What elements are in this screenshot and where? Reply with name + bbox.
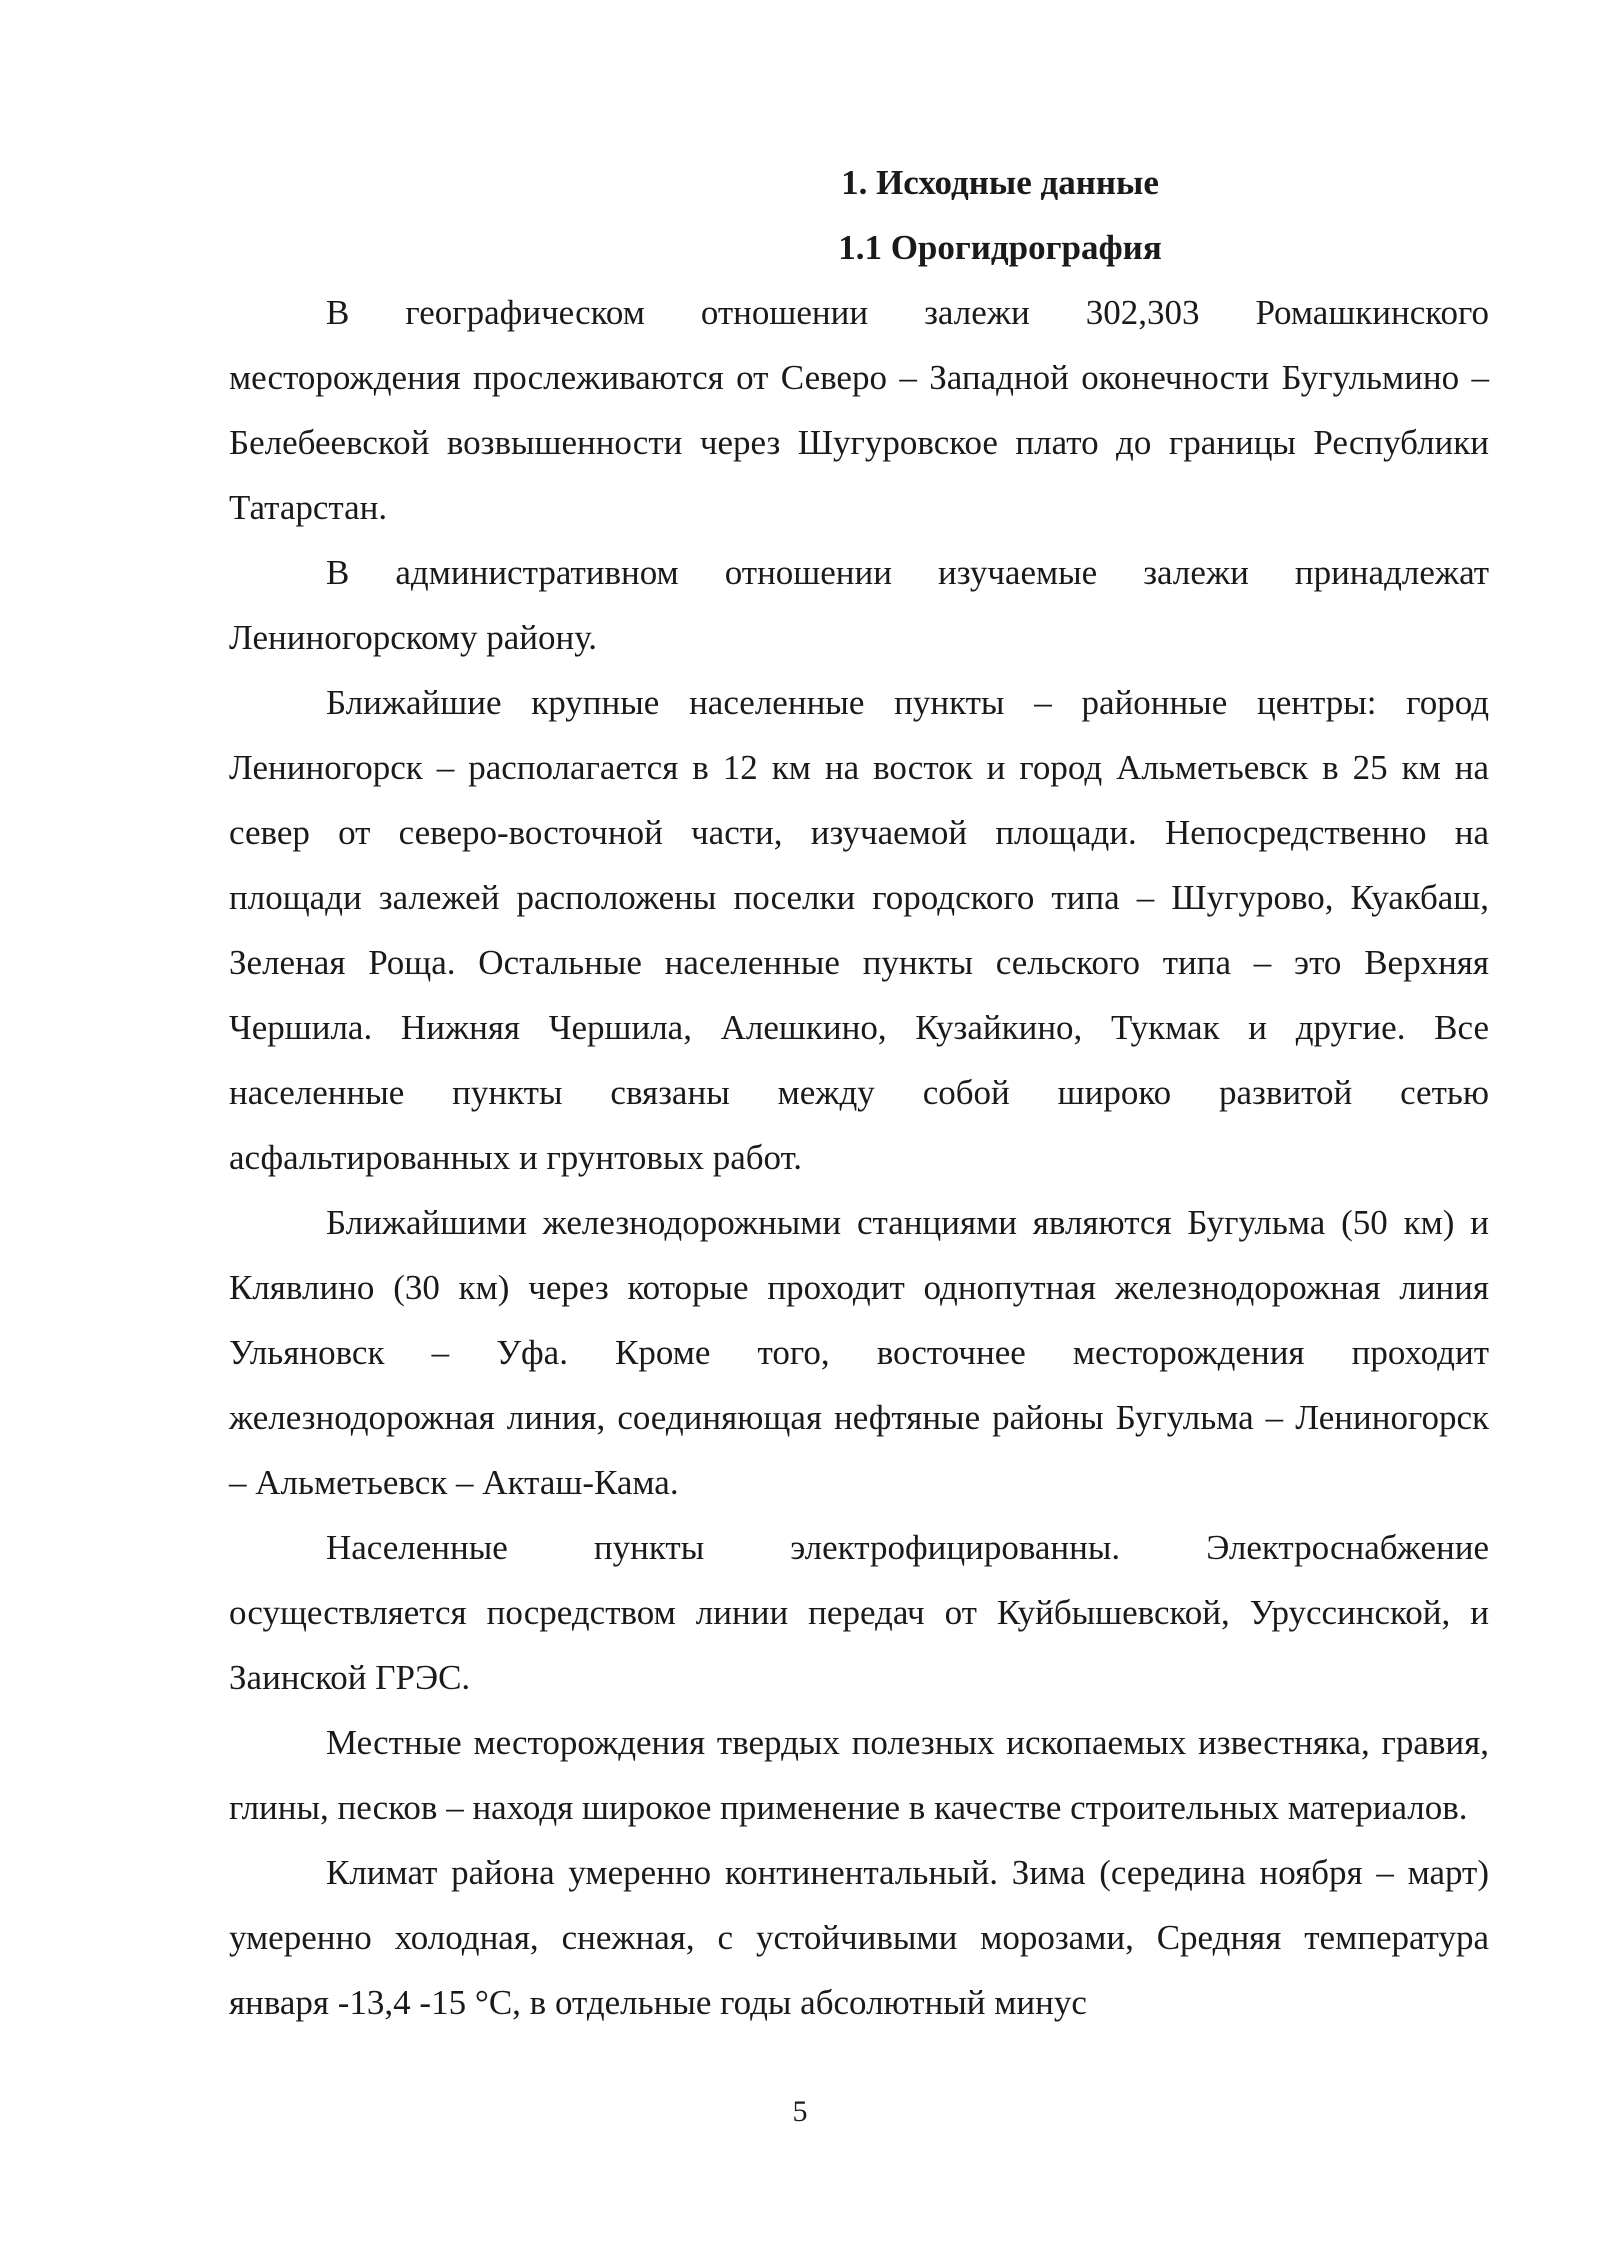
paragraph-railways: Ближайшими железнодорожными станциями являются Бугульма (50 км) и Клявлино (30 км) через которые проходит однопутная железнодорожная линия Ульяновск – Уфа. Кроме того, восточнее месторождения проходит железнодорожная линия, соединяющая нефтяные районы Бугульма – Лениногорск – Альметьевск – Акташ-Кама. [229, 1203, 1489, 1502]
subsection-title: 1.1 Орогидрография [838, 228, 1162, 267]
page-number: 5 [792, 2095, 808, 2128]
paragraph-climate: Климат района умеренно континентальный. Зима (середина ноября – март) умеренно холодная, снежная, с устойчивыми морозами, Средняя температура января -13,4 -15 °С, в отдельные годы абсолютный минус [229, 1853, 1489, 2022]
section-title: 1. Исходные данные [841, 163, 1159, 202]
paragraph-settlements: Ближайшие крупные населенные пункты – районные центры: город Лениногорск – располагается в 12 км на восток и город Альметьевск в 25 км на север от северо-восточной части, изучаемой площади. Непосредственно на площади залежей расположены поселки городского типа – Шугурово, Куакбаш, Зеленая Роща. Остальные населенные пункты сельского типа – это Верхняя Чершила. Нижняя Чершила, Алешкино, Кузайкино, Тукмак и другие. Все населенные пункты связаны между собой широко развитой сетью асфальтированных и грунтовых работ. [229, 683, 1489, 1177]
paragraph-geography: В географическом отношении залежи 302,303 Ромашкинского месторождения прослеживаются от Северо – Западной оконечности Бугульмино – Белебеевской возвышенности через Шугуровское плато до границы Республики Татарстан. [229, 293, 1489, 527]
paragraph-administration: В административном отношении изучаемые залежи принадлежат Лениногорскому району. [229, 553, 1489, 657]
paragraph-minerals: Местные месторождения твердых полезных ископаемых известняка, гравия, глины, песков – находя широкое применение в качестве строительных материалов. [229, 1723, 1489, 1827]
paragraph-electricity: Населенные пункты электрофицированны. Электроснабжение осуществляется посредством линии передач от Куйбышевской, Уруссинской, и Заинской ГРЭС. [229, 1528, 1489, 1697]
page-content [229, 150, 1489, 2035]
